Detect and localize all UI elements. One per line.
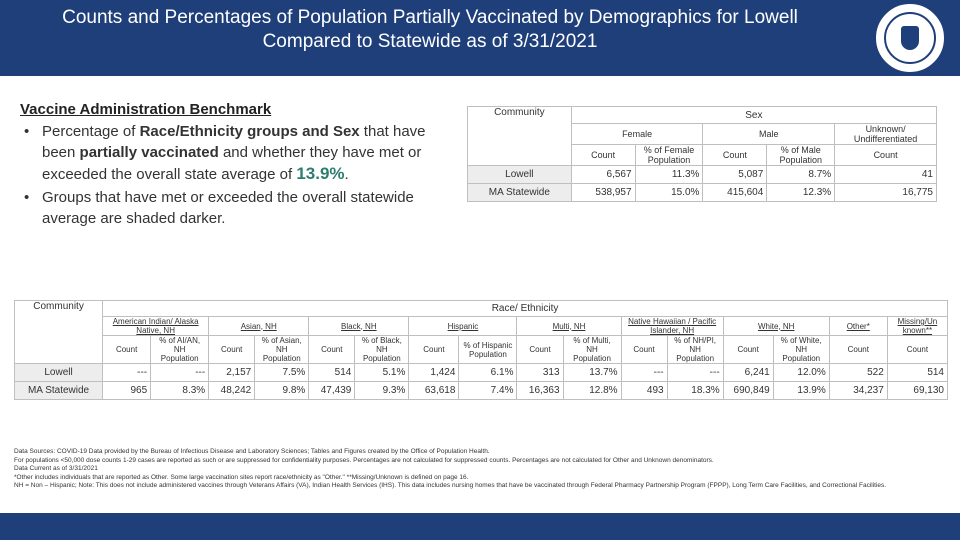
sex-group-header: Sex: [571, 107, 936, 124]
race-col-header: % of Hispanic Population: [459, 336, 517, 364]
table-cell: 514: [309, 364, 355, 382]
table-cell: 47,439: [309, 382, 355, 400]
table-cell: 15.0%: [635, 184, 703, 202]
race-group-black: Black, NH: [309, 317, 409, 336]
race-col-header: % of NH/PI, NH Population: [667, 336, 723, 364]
title-banner: [0, 0, 960, 76]
table-cell: 6.1%: [459, 364, 517, 382]
race-group-hispanic: Hispanic: [409, 317, 517, 336]
sex-subheader-female: Female: [571, 124, 703, 145]
race-col-header: % of White, NH Population: [773, 336, 829, 364]
bullet1-text-2: that have been: [42, 123, 426, 161]
table-cell: 7.4%: [459, 382, 517, 400]
race-col-header: Count: [829, 336, 887, 364]
race-col-header: Count: [621, 336, 667, 364]
table-cell: 12.0%: [773, 364, 829, 382]
table-cell: 16,775: [835, 184, 937, 202]
table-cell: 514: [887, 364, 947, 382]
table-cell: 12.8%: [563, 382, 621, 400]
table-cell: 12.3%: [767, 184, 835, 202]
footer-bar: [0, 513, 960, 540]
table-cell: ---: [151, 364, 209, 382]
table-cell: 34,237: [829, 382, 887, 400]
table-cell: 5,087: [703, 166, 767, 184]
sex-col-header: % of Female Population: [635, 145, 703, 166]
sex-col-header: % of Male Population: [767, 145, 835, 166]
table-cell: 69,130: [887, 382, 947, 400]
bullet1-bold-1: Race/Ethnicity groups and Sex: [139, 123, 360, 140]
sex-row-community: MA Statewide: [468, 184, 572, 202]
table-cell: 415,604: [703, 184, 767, 202]
race-col-header: Count: [103, 336, 151, 364]
benchmark-title: Vaccine Administration Benchmark: [20, 101, 272, 118]
state-seal-icon: [874, 2, 946, 74]
table-cell: 16,363: [517, 382, 563, 400]
sex-community-header: Community: [468, 107, 572, 166]
footnote-line: Data Sources: COVID-19 Data provided by the Bureau of Infectious Disease and Laboratory Sciences; Tables and Figures created by the Office of Population Health.: [14, 448, 490, 455]
table-cell: 8.7%: [767, 166, 835, 184]
bullet-item-2: • Groups that have met or exceeded the overall statewide average are shaded darker.: [22, 187, 462, 229]
race-group-missing: Missing/Un known**: [887, 317, 947, 336]
race-col-header: % of Black, NH Population: [355, 336, 409, 364]
sex-table-row-statewide: [468, 184, 937, 202]
table-cell: 48,242: [209, 382, 255, 400]
bullet1-text-4: .: [344, 166, 349, 183]
table-cell: 9.8%: [255, 382, 309, 400]
table-cell: 13.7%: [563, 364, 621, 382]
table-cell: 1,424: [409, 364, 459, 382]
sex-subheader-male: Male: [703, 124, 835, 145]
sex-subheader-unknown: Unknown/ Undifferentiated: [835, 124, 937, 145]
race-group-asian: Asian, NH: [209, 317, 309, 336]
table-cell: ---: [621, 364, 667, 382]
table-cell: ---: [667, 364, 723, 382]
race-col-header: % of AI/AN, NH Population: [151, 336, 209, 364]
table-cell: 18.3%: [667, 382, 723, 400]
race-col-header: % of Multi, NH Population: [563, 336, 621, 364]
bullet-item-1: [22, 121, 462, 185]
race-row-community: Lowell: [15, 364, 103, 382]
bullet1-text-1: Percentage of: [42, 123, 140, 140]
bullet1-text-3: and whether they have met or exceeded the overall state average of: [42, 144, 422, 183]
table-cell: 9.3%: [355, 382, 409, 400]
race-ethnicity-table: [14, 300, 948, 400]
race-group-white: White, NH: [723, 317, 829, 336]
table-cell: ---: [103, 364, 151, 382]
seal-shield-icon: [901, 26, 919, 50]
race-col-header: Count: [887, 336, 947, 364]
sex-col-header: Count: [835, 145, 937, 166]
table-cell: 5.1%: [355, 364, 409, 382]
table-cell: 41: [835, 166, 937, 184]
table-cell: 13.9%: [773, 382, 829, 400]
table-cell: 7.5%: [255, 364, 309, 382]
table-cell: 493: [621, 382, 667, 400]
sex-col-header: Count: [571, 145, 635, 166]
page-title: Counts and Percentages of Population Partially Vaccinated by Demographics for Lowell Compared to Statewide as of 3/31/2021: [62, 7, 798, 52]
state-average-value: 13.9%: [296, 164, 345, 183]
seal-inner-ring: [884, 12, 936, 64]
footnote-line: NH = Non – Hispanic; Note: This does not include administered vaccines through Veterans Affairs (VA), Indian Health Services (IHS). This data includes nursing homes that have be vaccinated through Federal Pharmacy Partnership Program (FPPP), Long Term Care Facilities, and Correctional Facilities.: [14, 482, 887, 490]
footnote-line: For populations <50,000 dose counts 1-29 cases are reported as such or are suppressed for confidentiality purposes. Percentages are not calculated for suppressed counts. Percentages are not calculated for Other and Unknown denominators.: [14, 456, 714, 464]
race-group-other: Other*: [829, 317, 887, 336]
table-cell: 690,849: [723, 382, 773, 400]
footnotes: [14, 448, 944, 491]
table-cell: 6,567: [571, 166, 635, 184]
sex-col-header: Count: [703, 145, 767, 166]
table-cell: 313: [517, 364, 563, 382]
table-cell: 2,157: [209, 364, 255, 382]
footnote-line: Data Current as of 3/31/2021: [14, 465, 98, 473]
race-col-header: Count: [723, 336, 773, 364]
footnote-line: *Other includes individuals that are reported as Other. Some large vaccination sites report race/ethnicity as "Other." **Missing/Unknown is defined on page 16.: [14, 473, 469, 481]
table-cell: 11.3%: [635, 166, 703, 184]
race-table-row-statewide: [15, 382, 948, 400]
sex-row-community: Lowell: [468, 166, 572, 184]
table-cell: 8.3%: [151, 382, 209, 400]
race-col-header: Count: [209, 336, 255, 364]
race-row-community: MA Statewide: [15, 382, 103, 400]
sex-table-row-lowell: [468, 166, 937, 184]
race-group-nhpi: Native Hawaiian / Pacific Islander, NH: [621, 317, 723, 336]
race-group-header: Race/ Ethnicity: [103, 301, 948, 317]
race-col-header: % of Asian, NH Population: [255, 336, 309, 364]
race-col-header: Count: [309, 336, 355, 364]
bullet1-bold-2: partially vaccinated: [79, 144, 219, 161]
race-group-multi: Multi, NH: [517, 317, 621, 336]
table-cell: 6,241: [723, 364, 773, 382]
race-table-row-lowell: [15, 364, 948, 382]
table-cell: 538,957: [571, 184, 635, 202]
benchmark-bullets: [22, 121, 462, 231]
race-col-header: Count: [409, 336, 459, 364]
race-community-header: Community: [15, 301, 103, 364]
race-col-header: Count: [517, 336, 563, 364]
sex-table: [467, 106, 937, 202]
table-cell: 63,618: [409, 382, 459, 400]
table-cell: 522: [829, 364, 887, 382]
race-group-aian: American Indian/ Alaska Native, NH: [103, 317, 209, 336]
table-cell: 965: [103, 382, 151, 400]
